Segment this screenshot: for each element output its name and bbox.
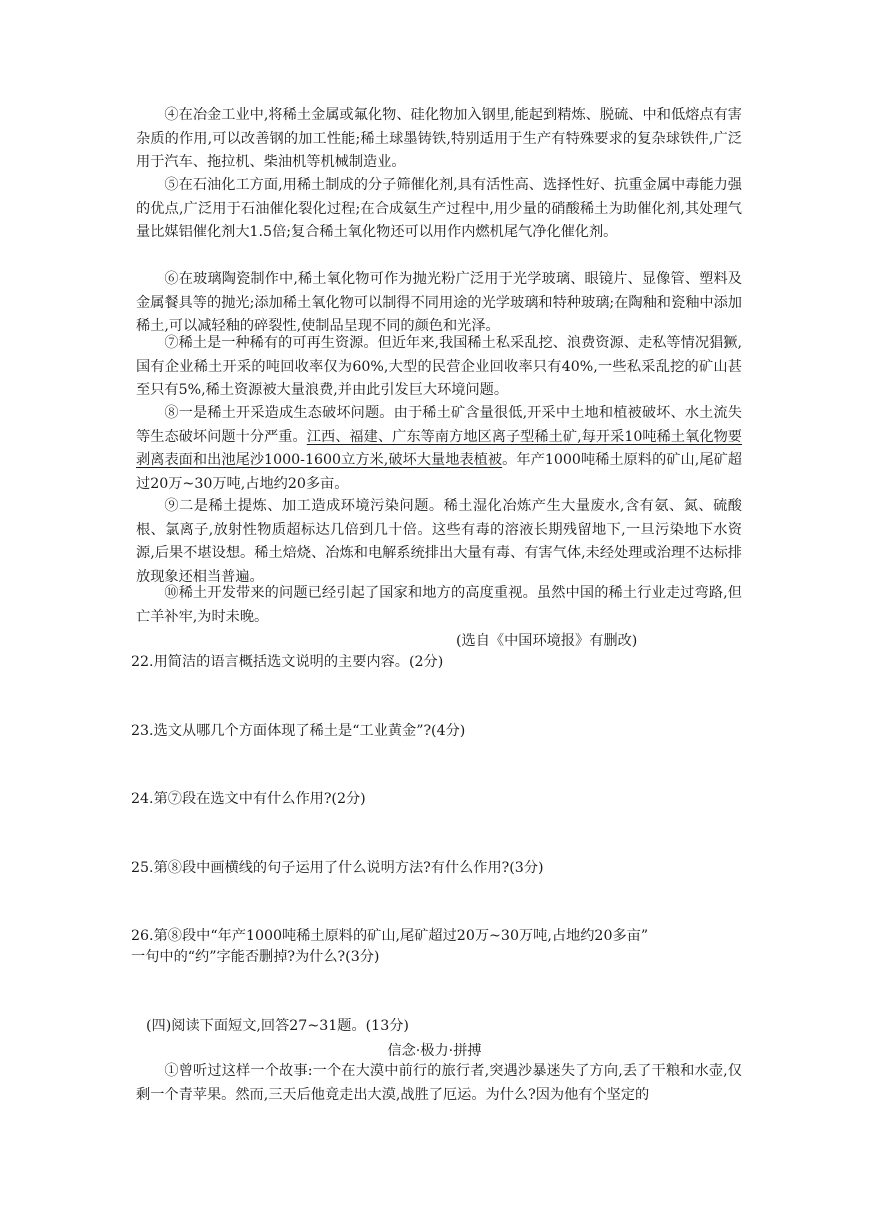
paragraph-9: ⑨二是稀土提炼、加工造成环境污染问题。稀土湿化冶炼产生大量废水,含有氨、氮、硫酸根、氯离子,放射性物质超标达几倍到几十倍。这些有毒的溶液长期残留地下,一旦污染地下水资源,后果不堪设想。稀土焙烧、冶炼和电解系统排出大量有毒、有害气体,未经处理或治理不达标排放现象还相当普遍。 xyxy=(136,498,742,585)
question-26-line-1: 26.第⑧段中“年产1000吨稀土原料的矿山,尾矿超过20万~30万吨,占地约20多亩” xyxy=(131,928,649,944)
paragraph-10: ⑩稀土开发带来的问题已经引起了国家和地方的高度重视。虽然中国的稀土行业走过弯路,但亡羊补牢,为时未晚。 xyxy=(136,585,742,625)
paragraph-5: ⑤在石油化工方面,用稀土制成的分子筛催化剂,具有活性高、选择性好、抗重金属中毒能力强的优点,广泛用于石油催化裂化过程;在合成氨生产过程中,用少量的硝酸稀土为助催化剂,其处理气量比媒铝催化剂大1.5倍;复合稀土氧化物还可以用作内燃机尾气净化催化剂。 xyxy=(136,177,742,241)
article-title: 信念·极力·拼搏 xyxy=(387,1043,482,1059)
paragraph-6: ⑥在玻璃陶瓷制作中,稀土氧化物可作为抛光粉广泛用于光学玻璃、眼镜片、显像管、塑料及金属餐具等的抛光;添加稀土氧化物可以制得不同用途的光学玻璃和特种玻璃;在陶釉和瓷釉中添加稀土,可以减轻釉的碎裂性,使制品呈现不同的颜色和光泽。 xyxy=(136,271,742,335)
section-4-heading: (四)阅读下面短文,回答27~31题。(13分) xyxy=(146,1018,409,1034)
paragraph-8 xyxy=(136,402,742,496)
paragraph-8-intro: ⑧一是稀土开采造成生态破坏问题。由于稀土矿含量很低,开采中土地和植被破坏、水土流失等生态破坏问题十分严重。 xyxy=(136,405,742,445)
question-25: 25.第⑧段中画横线的句子运用了什么说明方法?有什么作用?(3分) xyxy=(131,860,544,876)
question-26-line-2: 一句中的“约”字能否删掉?为什么?(3分) xyxy=(131,949,380,965)
paragraph-7: ⑦稀土是一种稀有的可再生资源。但近年来,我国稀土私采乱挖、浪费资源、走私等情况猖獗,国有企业稀土开采的吨回收率仅为60%,大型的民营企业回收率只有40%,一些私采乱挖的矿山甚至只有5%,稀土资源被大量浪费,并由此引发巨大环境问题。 xyxy=(136,335,742,399)
source-citation: (选自《中国环境报》有删改) xyxy=(456,633,638,649)
paragraph-4: ④在冶金工业中,将稀土金属或氟化物、硅化物加入钢里,能起到精炼、脱硫、中和低熔点有害杂质的作用,可以改善钢的加工性能;稀土球墨铸铁,特别适用于生产有特殊要求的复杂球铁件,广泛用于汽车、拖拉机、柴油机等机械制造业。 xyxy=(136,107,742,171)
paragraph-8-tail: 。年产1000吨稀土原料的矿山,尾矿超过20万~30万吨,占地约20多亩。 xyxy=(136,452,742,492)
question-23: 23.选文从哪几个方面体现了稀土是“工业黄金”?(4分) xyxy=(131,723,466,739)
underlined-sentence: 江西、福建、广东等南方地区离子型稀土矿,每开采10吨稀土氧化物要剥离表面和出池尾沙1000-1600立方米,破坏大量地表植被 xyxy=(136,428,742,469)
question-24: 24.第⑦段在选文中有什么作用?(2分) xyxy=(131,791,366,807)
article-paragraph-1: ①曾听过这样一个故事:一个在大漠中前行的旅行者,突遇沙暴迷失了方向,丢了干粮和水壶,仅剩一个青苹果。然而,三天后他竟走出大漠,战胜了厄运。为什么?因为他有个坚定的 xyxy=(136,1063,742,1103)
question-22: 22.用简洁的语言概括选文说明的主要内容。(2分) xyxy=(131,654,444,670)
